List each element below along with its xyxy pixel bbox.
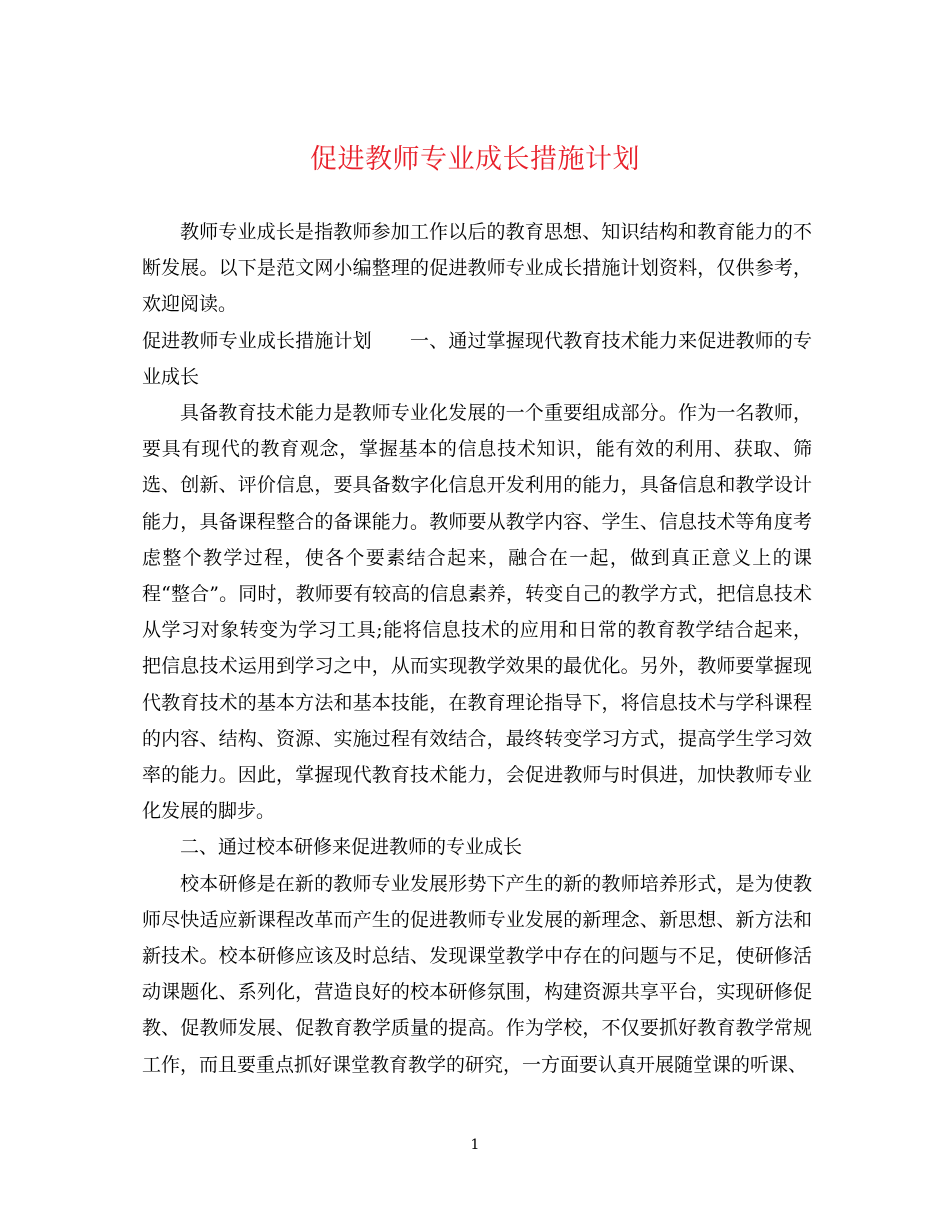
page-number: 1 — [470, 1137, 480, 1153]
section-heading-two: 二、通过校本研修来促进教师的专业成长 — [180, 836, 523, 859]
section-heading-one: 促进教师专业成长措施计划 一、通过掌握现代教育技术能力来促进教师的专业成长 — [142, 329, 812, 388]
document-body — [142, 214, 812, 1083]
section-one-paragraph: 具备教育技术能力是教师专业化发展的一个重要组成部分。作为一名教师，要具有现代的教育观念，掌握基本的信息技术知识，能有效的利用、获取、筛选、创新、评价信息，要具备数字化信息开发利用的能力，具备信息和教学设计能力，具备课程整合的备课能力。教师要从教学内容、学生、信息技术等角度考虑整个教学过程，使各个要素结合起来，融合在一起，做到真正意义上的课程“整合”。同时，教师要有较高的信息素养，转变自己的教学方式，把信息技术从学习对象转变为学习工具;能将信息技术的应用和日常的教育教学结合起来，把信息技术运用到学习之中，从而实现教学效果的最优化。另外，教师要掌握现代教育技术的基本方法和基本技能，在教育理论指导下，将信息技术与学科课程的内容、结构、资源、实施过程有效结合，最终转变学习方式，提高学生学习效率的能力。因此，掌握现代教育技术能力，会促进教师与时俱进，加快教师专业化发展的脚步。 — [142, 402, 812, 823]
document-title: 促进教师专业成长措施计划 — [310, 144, 640, 175]
section-two-paragraph: 校本研修是在新的教师专业发展形势下产生的新的教师培养形式，是为使教师尽快适应新课程改革而产生的促进教师专业发展的新理念、新思想、新方法和新技术。校本研修应该及时总结、发现课堂教学中存在的问题与不足，使研修活动课题化、系列化，营造良好的校本研修氛围，构建资源共享平台，实现研修促教、促教师发展、促教育教学质量的提高。作为学校，不仅要抓好教育教学常规工作，而且要重点抓好课堂教育教学的研究，一方面要认真开展随堂课的听课、 — [142, 872, 812, 1076]
intro-paragraph: 教师专业成长是指教师参加工作以后的教育思想、知识结构和教育能力的不断发展。以下是范文网小编整理的促进教师专业成长措施计划资料，仅供参考，欢迎阅读。 — [142, 221, 812, 316]
